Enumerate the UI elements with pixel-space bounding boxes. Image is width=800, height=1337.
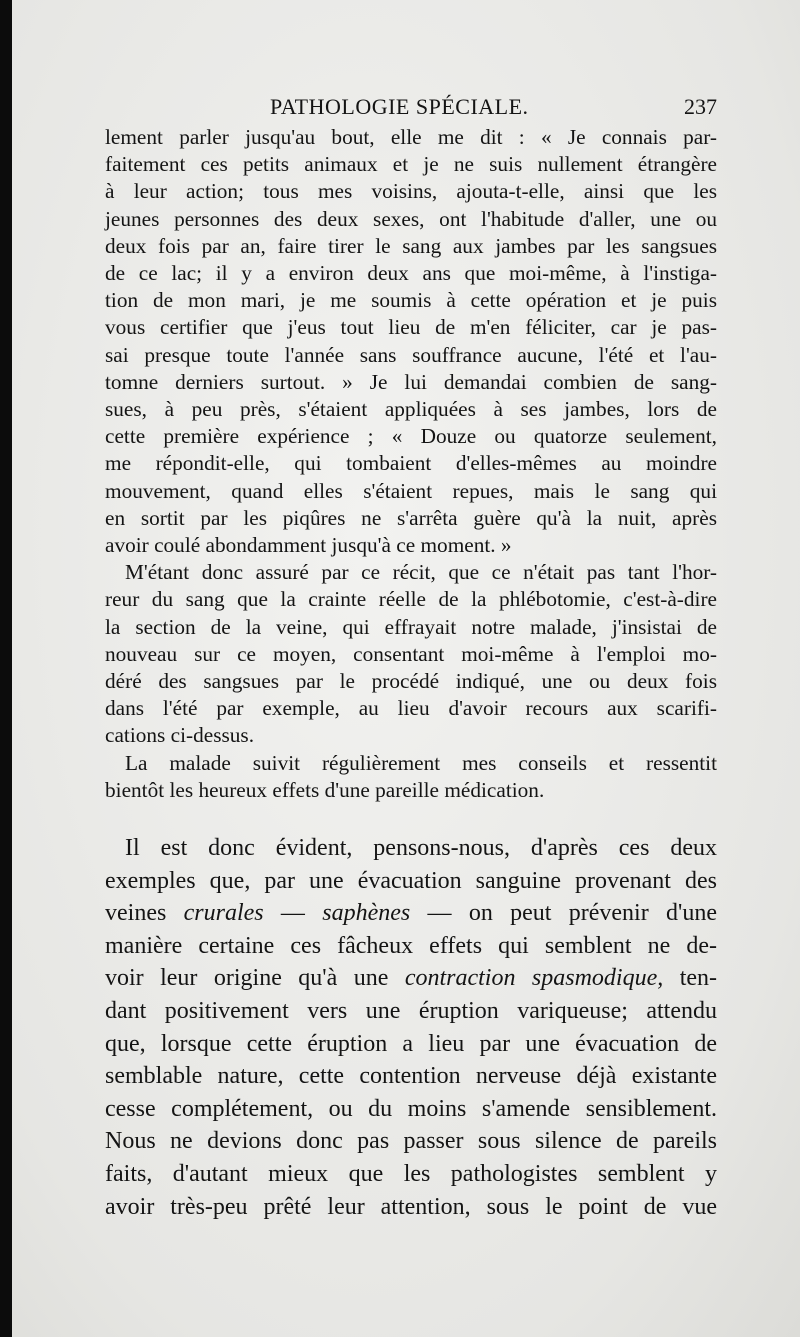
text-run: ten-: [663, 965, 718, 992]
text-line: à leur action; tous mes voisins, ajouta-t-elle, ainsi que les: [105, 179, 717, 204]
italic-term-contraction: contraction spasmodique,: [404, 965, 664, 992]
text-line: avoir très-peu prêté leur attention, sous le point de vue: [105, 1193, 717, 1220]
text-line: nouveau sur ce moyen, consentant moi-même à l'emploi mo-: [105, 641, 717, 666]
text-line: La malade suivit régulièrement mes conseils et ressentit: [125, 750, 717, 775]
text-line: que, lorsque cette éruption a lieu par une évacuation de: [105, 1030, 717, 1057]
text-line: avoir coulé abondamment jusqu'à ce moment. »: [105, 533, 512, 558]
text-line: bientôt les heureux effets d'une pareille médication.: [105, 777, 545, 802]
text-line: exemples que, par une évacuation sanguine provenant des: [105, 867, 717, 894]
text-line: reur du sang que la crainte réelle de la phlébotomie, c'est-à-dire: [105, 587, 717, 612]
text-line: semblable nature, cette contention nerveuse déjà existante: [105, 1063, 717, 1090]
text-line: M'étant donc assuré par ce récit, que ce n'était pas tant l'hor-: [125, 560, 717, 585]
italic-term-crurales: crurales: [183, 900, 264, 927]
text-line: déré des sangsues par le procédé indiqué, une ou deux fois: [105, 669, 717, 694]
italic-term-saphenes: saphènes: [322, 900, 411, 927]
text-line: Il est donc évident, pensons-nous, d'après ces deux: [125, 835, 717, 862]
book-page: [12, 0, 800, 1337]
text-run: veines: [105, 900, 184, 927]
paragraph-assurance: [105, 559, 717, 749]
text-line: mouvement, quand elles s'étaient repues, mais le sang qui: [105, 478, 717, 503]
page-content: [105, 90, 717, 1223]
paragraph-quote: [105, 124, 717, 559]
text-line: faits, d'autant mieux que les pathologistes semblent y: [105, 1161, 717, 1188]
running-title: PATHOLOGIE SPÉCIALE.: [270, 94, 529, 119]
text-line: dans l'été par exemple, au lieu d'avoir recours aux scarifi-: [105, 696, 717, 721]
text-line: la section de la veine, qui effrayait notre malade, j'insistai de: [105, 614, 717, 639]
text-line: lement parler jusqu'au bout, elle me dit : « Je connais par-: [105, 125, 717, 149]
text-line: de ce lac; il y a environ deux ans que moi-même, à l'instiga-: [105, 261, 717, 286]
text-run: — on peut prévenir d'une: [410, 900, 717, 927]
text-line: jeunes personnes des deux sexes, ont l'habitude d'aller, une ou: [105, 206, 717, 231]
text-line: sai presque toute l'année sans souffrance aucune, l'été et l'au-: [105, 342, 717, 367]
paragraph-result: [105, 750, 717, 804]
text-line: [105, 962, 717, 995]
text-line: cations ci-dessus.: [105, 723, 255, 748]
text-line: manière certaine ces fâcheux effets qui semblent ne de-: [105, 932, 717, 959]
text-run: —: [263, 900, 323, 927]
text-line: cesse complétement, ou du moins s'amende sensiblement.: [105, 1095, 717, 1122]
text-line: tomne derniers surtout. » Je lui demandai combien de sang-: [105, 369, 717, 394]
running-header: [105, 90, 717, 124]
text-line: cette première expérience ; « Douze ou quatorze seulement,: [105, 424, 717, 449]
text-line: en sortit par les piqûres ne s'arrêta guère qu'à la nuit, après: [105, 505, 717, 530]
text-line: vous certifier que j'eus tout lieu de m'en féliciter, car je pas-: [105, 315, 717, 340]
text-line: sues, à peu près, s'étaient appliquées à ses jambes, lors de: [105, 397, 717, 422]
text-run: voir leur origine qu'à une: [105, 965, 405, 992]
text-line: Nous ne devions donc pas passer sous silence de pareils: [105, 1128, 717, 1155]
paragraph-conclusion: [105, 832, 717, 1223]
text-block-small: [105, 124, 717, 804]
text-line: [105, 897, 717, 930]
text-block-large: [105, 832, 717, 1223]
text-line: faitement ces petits animaux et je ne suis nullement étrangère: [105, 152, 717, 177]
text-line: deux fois par an, faire tirer le sang aux jambes par les sangsues: [105, 233, 717, 258]
text-line: tion de mon mari, je me soumis à cette opération et je puis: [105, 288, 717, 313]
text-line: me répondit-elle, qui tombaient d'elles-mêmes au moindre: [105, 451, 717, 476]
text-line: dant positivement vers une éruption variqueuse; attendu: [105, 998, 717, 1025]
page-number: 237: [684, 94, 717, 119]
